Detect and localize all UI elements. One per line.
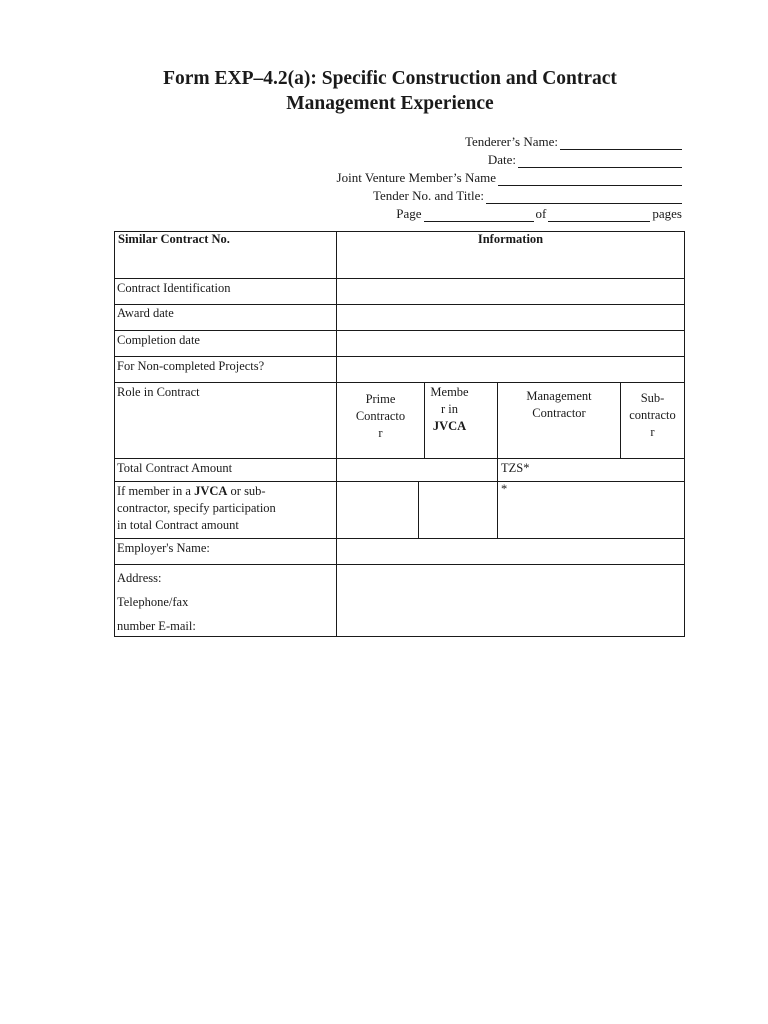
- tenderer-name-label: Tenderer’s Name:: [464, 134, 558, 149]
- role-prime-line-3: r: [378, 426, 383, 440]
- role-member-line-3: JVCA: [432, 419, 467, 433]
- jvca-text-bold: JVCA: [194, 484, 228, 498]
- jvca-participation-line-2: contractor, specify participation: [117, 501, 276, 515]
- jv-member-field[interactable]: [337, 170, 682, 186]
- tender-no-label: Tender No. and Title:: [372, 188, 484, 203]
- award-date-label: Award date: [117, 306, 174, 320]
- information-header: Information: [477, 232, 544, 246]
- role-sub-line-2: contracto: [629, 408, 676, 422]
- role-member-line-1: Membe: [430, 385, 469, 399]
- total-pages-blank[interactable]: [548, 209, 650, 222]
- tenderer-name-blank[interactable]: [560, 137, 682, 150]
- of-label: of: [535, 206, 547, 221]
- jvca-participation-line-1: [117, 483, 276, 500]
- role-prime-line-2: Contracto: [355, 409, 406, 423]
- jv-member-label: Joint Venture Member’s Name: [336, 170, 496, 185]
- total-contract-amount-label: Total Contract Amount: [117, 461, 233, 475]
- date-field[interactable]: [488, 152, 682, 168]
- page-number-blank[interactable]: [424, 209, 534, 222]
- role-sub-contractor-option[interactable]: [621, 390, 684, 441]
- page-label: Page: [396, 206, 422, 221]
- date-label: Date:: [487, 152, 516, 167]
- tender-no-field[interactable]: [373, 188, 682, 204]
- form-title-line-2: Management Experience: [286, 93, 494, 114]
- jvca-participation-line-3: in total Contract amount: [117, 518, 239, 532]
- role-member-jvca-option[interactable]: [425, 384, 474, 435]
- form-title-line-1: Form EXP–4.2(a): Specific Construction and Contract: [163, 68, 617, 89]
- role-management-contractor-option[interactable]: [498, 388, 620, 422]
- role-in-contract-label: Role in Contract: [117, 385, 200, 399]
- jvca-text-a: If member in a: [117, 484, 195, 498]
- jvca-participation-label: [117, 483, 276, 534]
- page-count-field: [396, 206, 682, 222]
- participation-asterisk: *: [501, 482, 508, 496]
- employer-name-label: Employer's Name:: [117, 541, 210, 555]
- address-label: Address:: [117, 571, 162, 585]
- form-title: [100, 66, 680, 116]
- employer-contact-label: [117, 566, 196, 638]
- role-sub-line-1: Sub-: [640, 391, 665, 405]
- tzs-currency-label: TZS*: [501, 461, 530, 475]
- pages-label: pages: [652, 206, 682, 221]
- tenderer-name-field[interactable]: [465, 134, 682, 150]
- jvca-text-c: or sub-: [227, 484, 266, 498]
- date-blank[interactable]: [518, 155, 682, 168]
- similar-contract-no-header: Similar Contract No.: [118, 232, 230, 246]
- email-label: number E-mail:: [117, 619, 196, 633]
- role-mgmt-line-1: Management: [526, 389, 592, 403]
- role-prime-line-1: Prime: [365, 392, 396, 406]
- non-completed-projects-label: For Non-completed Projects?: [117, 359, 265, 373]
- tender-no-blank[interactable]: [486, 191, 682, 204]
- telephone-fax-label: Telephone/fax: [117, 595, 189, 609]
- role-prime-contractor-option[interactable]: [337, 391, 424, 442]
- role-mgmt-line-2: Contractor: [532, 406, 586, 420]
- contract-identification-label: Contract Identification: [117, 281, 231, 295]
- jv-member-blank[interactable]: [498, 173, 682, 186]
- role-sub-line-3: r: [650, 425, 655, 439]
- role-member-line-2: r in: [440, 402, 458, 416]
- completion-date-label: Completion date: [117, 333, 200, 347]
